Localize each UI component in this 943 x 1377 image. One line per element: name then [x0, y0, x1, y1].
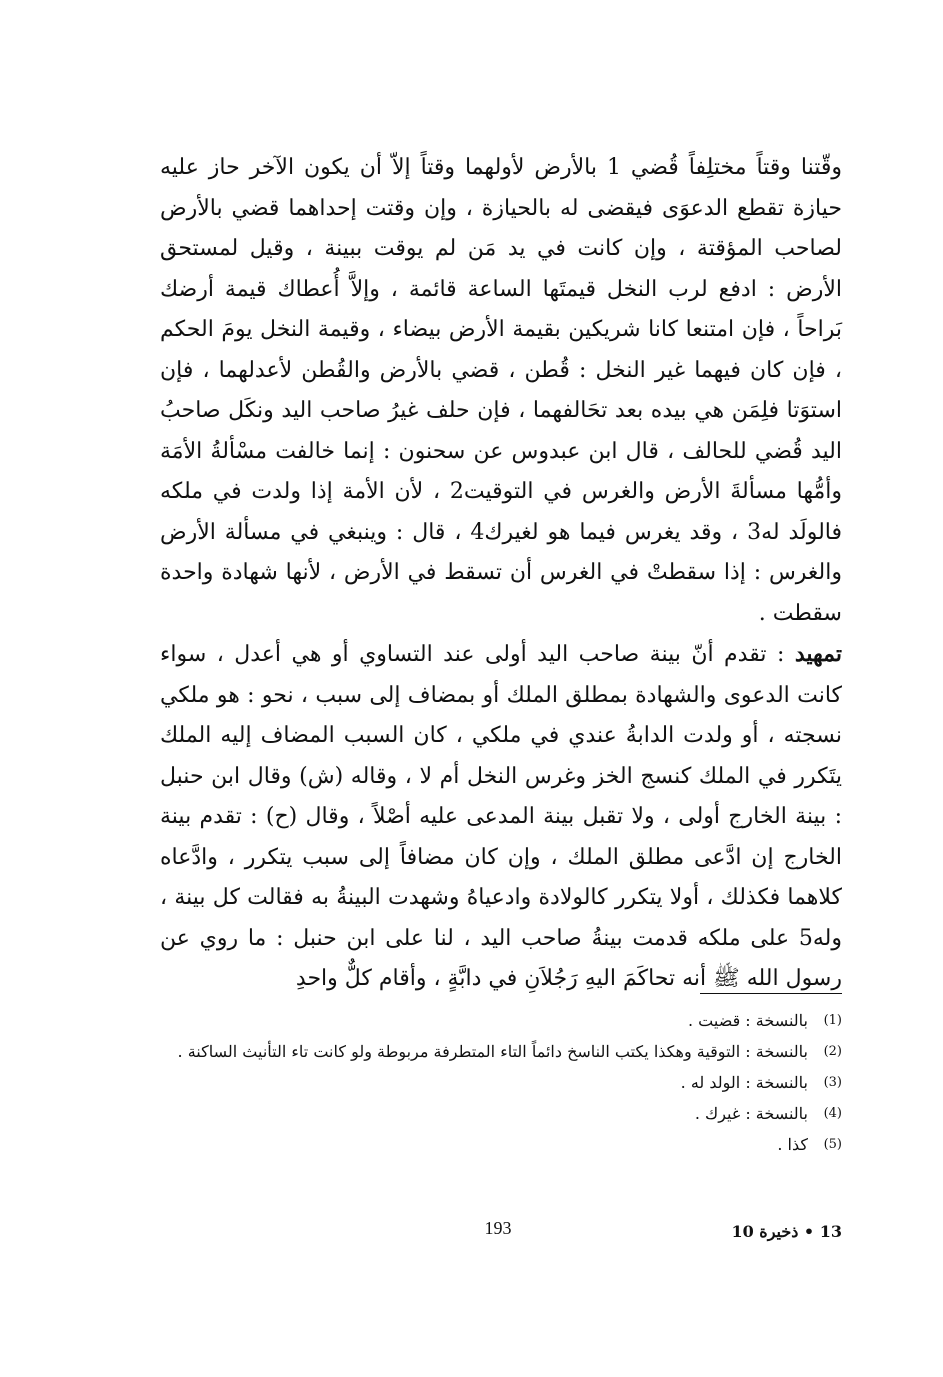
footnote-text: كذا .: [777, 1135, 808, 1154]
paragraph-1: وقّتنا وقتاً مختلِفاً قُضي 1 بالأرض لأولهما وقتاً إلاّ أن يكون الآخر حاز عليه حيازة تقطع الدعوَى فيقضى له بالحيازة ، وإن وقتت إحداهما قضي بالأرض لصاحب المؤقتة ، وإن كانت في يد مَن لم يوقت ببينة ، وقيل لمستحق الأرض : ادفع لرب النخل قيمتَها الساعة قائمة ، وإلاَّ أُعطاك قيمة أرضك بَراحاً ، فإن امتنعا كانا شريكين بقيمة الأرض بيضاء ، وقيمة النخل يومَ الحكم ، فإن كان فيهما غير النخل : قُطن ، قضي بالأرض والقُطن لأعدلهما ، فإن استوَتا فلِمَن هي بيده بعد تحَالفهما ، فإن حلف غيرُ صاحب اليد ونكَل صاحبُ اليد قُضي للحالف ، قال ابن عبدوس عن سحنون : إنما خالفت مسْألةُ الأمَة وأمُّها مسألةَ الأرض والغرس في التوقيت2 ، لأن الأمة إذا ولدت في ملكه فالولَد له3 ، وقد يغرس فيما هو لغيرك4 ، قال : وينبغي في مسألة الأرض والغرس : إذا سقطتْ في الغرس أن تسقط في الأرض ، لأنها شهادة واحدة سقطت .: [160, 155, 843, 626]
footnote-number: (2): [823, 1044, 842, 1059]
footnote-text: بالنسخة : غيرك .: [694, 1104, 808, 1123]
footnotes: [160, 1005, 842, 1160]
paragraph-2: [160, 634, 842, 1000]
footnote-4: [160, 1098, 842, 1129]
footnote-2: [160, 1036, 842, 1067]
main-text: [160, 148, 842, 1000]
paragraph-2-lead: تمهيد: [794, 641, 842, 667]
footnote-number: (4): [823, 1106, 842, 1121]
paragraph-2-text: : تقدم أنّ بينة صاحب اليد أولى عند التساوي أو هي أعدل ، سواء كانت الدعوى والشهادة بمطلق الملك أو بمضاف إلى سبب ، نحو : هو ملكي نسجته ، أو ولدت الدابةُ عندي في ملكي ، كان السبب المضاف إليه الملك يتَكرر في الملك كنسج الخز وغرس النخل أم لا ، وقاله (ش) وقال ابن حنبل : بينة الخارج أولى ، ولا تقبل بينة المدعى عليه أصْلاً ، وقال (ح) : تقدم بينة الخارج إن ادَّعى مطلق الملك ، وإن كان مضافاً إلى سبب يتكرر ، وادَّعاه كلاهما فكذلك ، أولا يتكرر كالولادة وادعياهُ وشهدت البينةُ به فقالت كل بينة ، وله5 على ملكه قدمت بينةُ صاحب اليد ، لنا على ابن حنبل : ما روي عن رسول الله ﷺ أنه تحاكَمَ اليهِ رَجُلاَنِ في دابَّةٍ ، وأقام كلٌّ واحدِ: [160, 642, 842, 991]
footnote-5: [160, 1129, 842, 1160]
printer-signature: 13 • ذخيرة 10: [731, 1222, 842, 1241]
footnote-3: [160, 1067, 842, 1098]
footnote-number: (3): [823, 1075, 842, 1090]
footnote-1: [160, 1005, 842, 1036]
page-number: 193: [484, 1218, 512, 1238]
footnote-number: (1): [823, 1013, 842, 1028]
footnote-number: (5): [823, 1137, 842, 1152]
footnote-text: بالنسخة : التوقية وهكذا يكتب الناسخ دائماً التاء المتطرفة مربوطة ولو كانت تاء التأنيث الساكنة .: [177, 1042, 808, 1061]
footnote-text: بالنسخة : قضيت .: [687, 1011, 808, 1030]
footnote-text: بالنسخة : الولد له .: [680, 1073, 808, 1092]
footnote-divider: [700, 993, 842, 994]
